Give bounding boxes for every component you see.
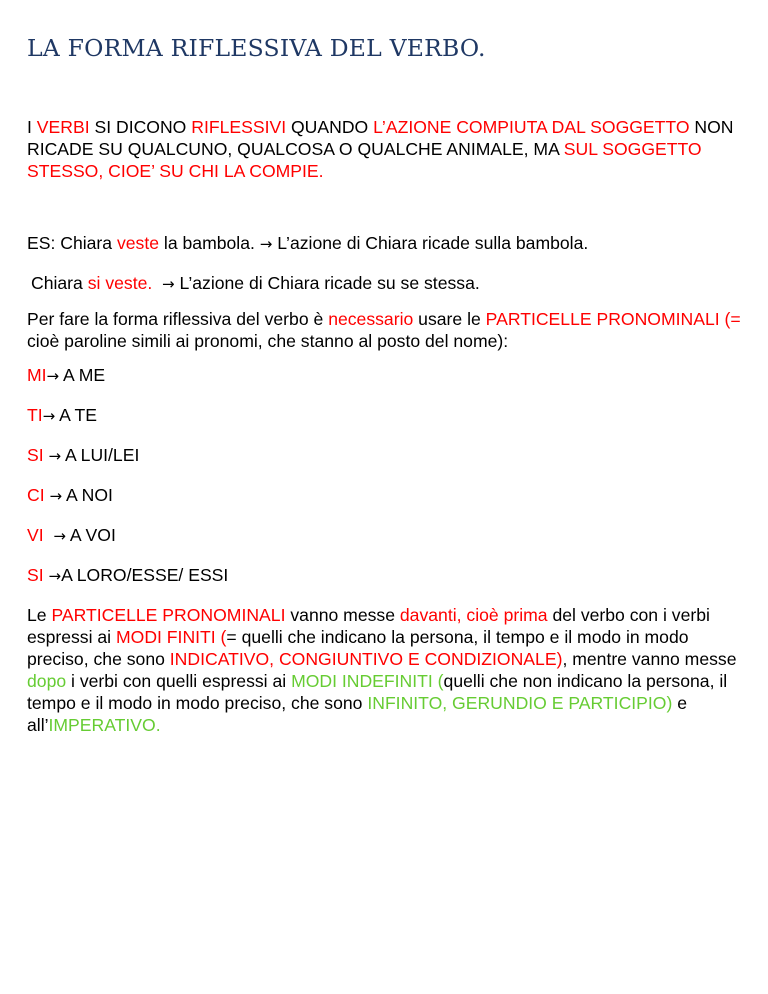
placement-text-5: , mentre vanno messe (562, 649, 737, 669)
arrow-right-icon: → (259, 235, 273, 253)
example2-text-1: Chiara (31, 273, 88, 293)
rule-highlight-particelle: PARTICELLE PRONOMINALI (= (485, 309, 741, 329)
page-title: LA FORMA RIFLESSIVA DEL VERBO. (27, 34, 486, 62)
pronoun-particle: VI (27, 525, 44, 545)
placement-highlight-modi-finiti: MODI FINITI ( (115, 627, 227, 647)
arrow-right-icon: → (42, 407, 56, 425)
placement-highlight-modi-indefiniti: MODI INDEFINITI ( (291, 671, 444, 691)
intro-text-4: NON RICADE SU QUALCUNO, QUALCOSA O QUALCHE ANIMALE, MA (27, 117, 734, 159)
pronoun-meaning: A LUI/LEI (61, 445, 140, 465)
example1-text-1: ES: Chiara (27, 233, 117, 253)
placement-highlight-dopo: dopo (27, 671, 67, 691)
rule-paragraph (27, 308, 749, 352)
example-line-2 (27, 272, 749, 295)
placement-text-7: quelli che non indicano la persona, il tempo e il modo in modo preciso, che sono (27, 671, 728, 713)
rule-text-3: cioè paroline simili ai pronomi, che stanno al posto del nome): (27, 331, 509, 351)
example2-highlight-verb: si veste. (87, 273, 153, 293)
placement-highlight-indicativo: INDICATIVO, CONGIUNTIVO E CONDIZIONALE) (169, 649, 563, 669)
pronoun-item-mi (27, 364, 749, 387)
pronoun-meaning: A NOI (62, 485, 113, 505)
rule-highlight-necessario: necessario (328, 309, 414, 329)
placement-text-4: = quelli che indicano la persona, il tempo e il modo in modo preciso, che sono (27, 627, 689, 669)
intro-highlight-verbi: VERBI (36, 117, 90, 137)
document-body (27, 116, 749, 736)
pronoun-spacer (44, 525, 54, 545)
arrow-right-icon: → (162, 275, 175, 293)
intro-highlight-riflessivi: RIFLESSIVI (191, 117, 287, 137)
pronoun-particle: TI (27, 405, 43, 425)
pronoun-meaning: A TE (55, 405, 97, 425)
intro-text-1: I (27, 117, 37, 137)
intro-text-2: SI DICONO (89, 117, 192, 137)
arrow-right-icon: → (48, 567, 62, 585)
intro-highlight-soggetto-stesso: SUL SOGGETTO STESSO, CIOE’ SU CHI LA COMPIE. (27, 139, 702, 181)
pronoun-item-ci (27, 484, 749, 507)
pronoun-particle: SI (27, 565, 44, 585)
pronoun-particle: CI (27, 485, 45, 505)
pronoun-item-si-plural (27, 564, 749, 587)
placement-text-1: Le (27, 605, 52, 625)
intro-text-3: QUANDO (286, 117, 374, 137)
pronoun-meaning: A ME (59, 365, 106, 385)
placement-highlight-particelle: PARTICELLE PRONOMINALI (51, 605, 286, 625)
example1-highlight-verb: veste (116, 233, 160, 253)
example1-text-3: L’azione di Chiara ricade sulla bambola. (272, 233, 589, 253)
pronoun-particle: MI (27, 365, 47, 385)
example1-text-2: la bambola. (159, 233, 260, 253)
pronoun-item-vi (27, 524, 749, 547)
placement-highlight-imperativo: IMPERATIVO. (48, 715, 161, 735)
arrow-right-icon: → (48, 447, 62, 465)
placement-text-2: vanno messe (285, 605, 400, 625)
intro-highlight-azione: L’AZIONE COMPIUTA DAL SOGGETTO (373, 117, 690, 137)
arrow-right-icon: → (53, 527, 66, 545)
example-line-1 (27, 232, 749, 255)
example2-text-2 (152, 273, 162, 293)
pronoun-item-ti (27, 404, 749, 427)
placement-text-6: i verbi con quelli espressi ai (66, 671, 292, 691)
arrow-right-icon: → (49, 487, 63, 505)
rule-text-1: Per fare la forma riflessiva del verbo è (27, 309, 329, 329)
placement-text-3: del verbo con i verbi espressi ai (27, 605, 710, 647)
pronoun-meaning: A VOI (65, 525, 116, 545)
example2-text-3: L’azione di Chiara ricade su se stessa. (174, 273, 480, 293)
pronoun-particle: SI (27, 445, 44, 465)
placement-highlight-davanti: davanti, cioè prima (399, 605, 548, 625)
arrow-right-icon: → (46, 367, 60, 385)
placement-highlight-infinito: INFINITO, GERUNDIO E PARTICIPIO) (367, 693, 673, 713)
placement-paragraph (27, 604, 749, 736)
pronoun-meaning: A LORO/ESSE/ ESSI (61, 565, 229, 585)
rule-text-2: usare le (413, 309, 486, 329)
intro-paragraph (27, 116, 749, 182)
pronoun-item-si (27, 444, 749, 467)
placement-text-8: e all’ (27, 693, 688, 735)
